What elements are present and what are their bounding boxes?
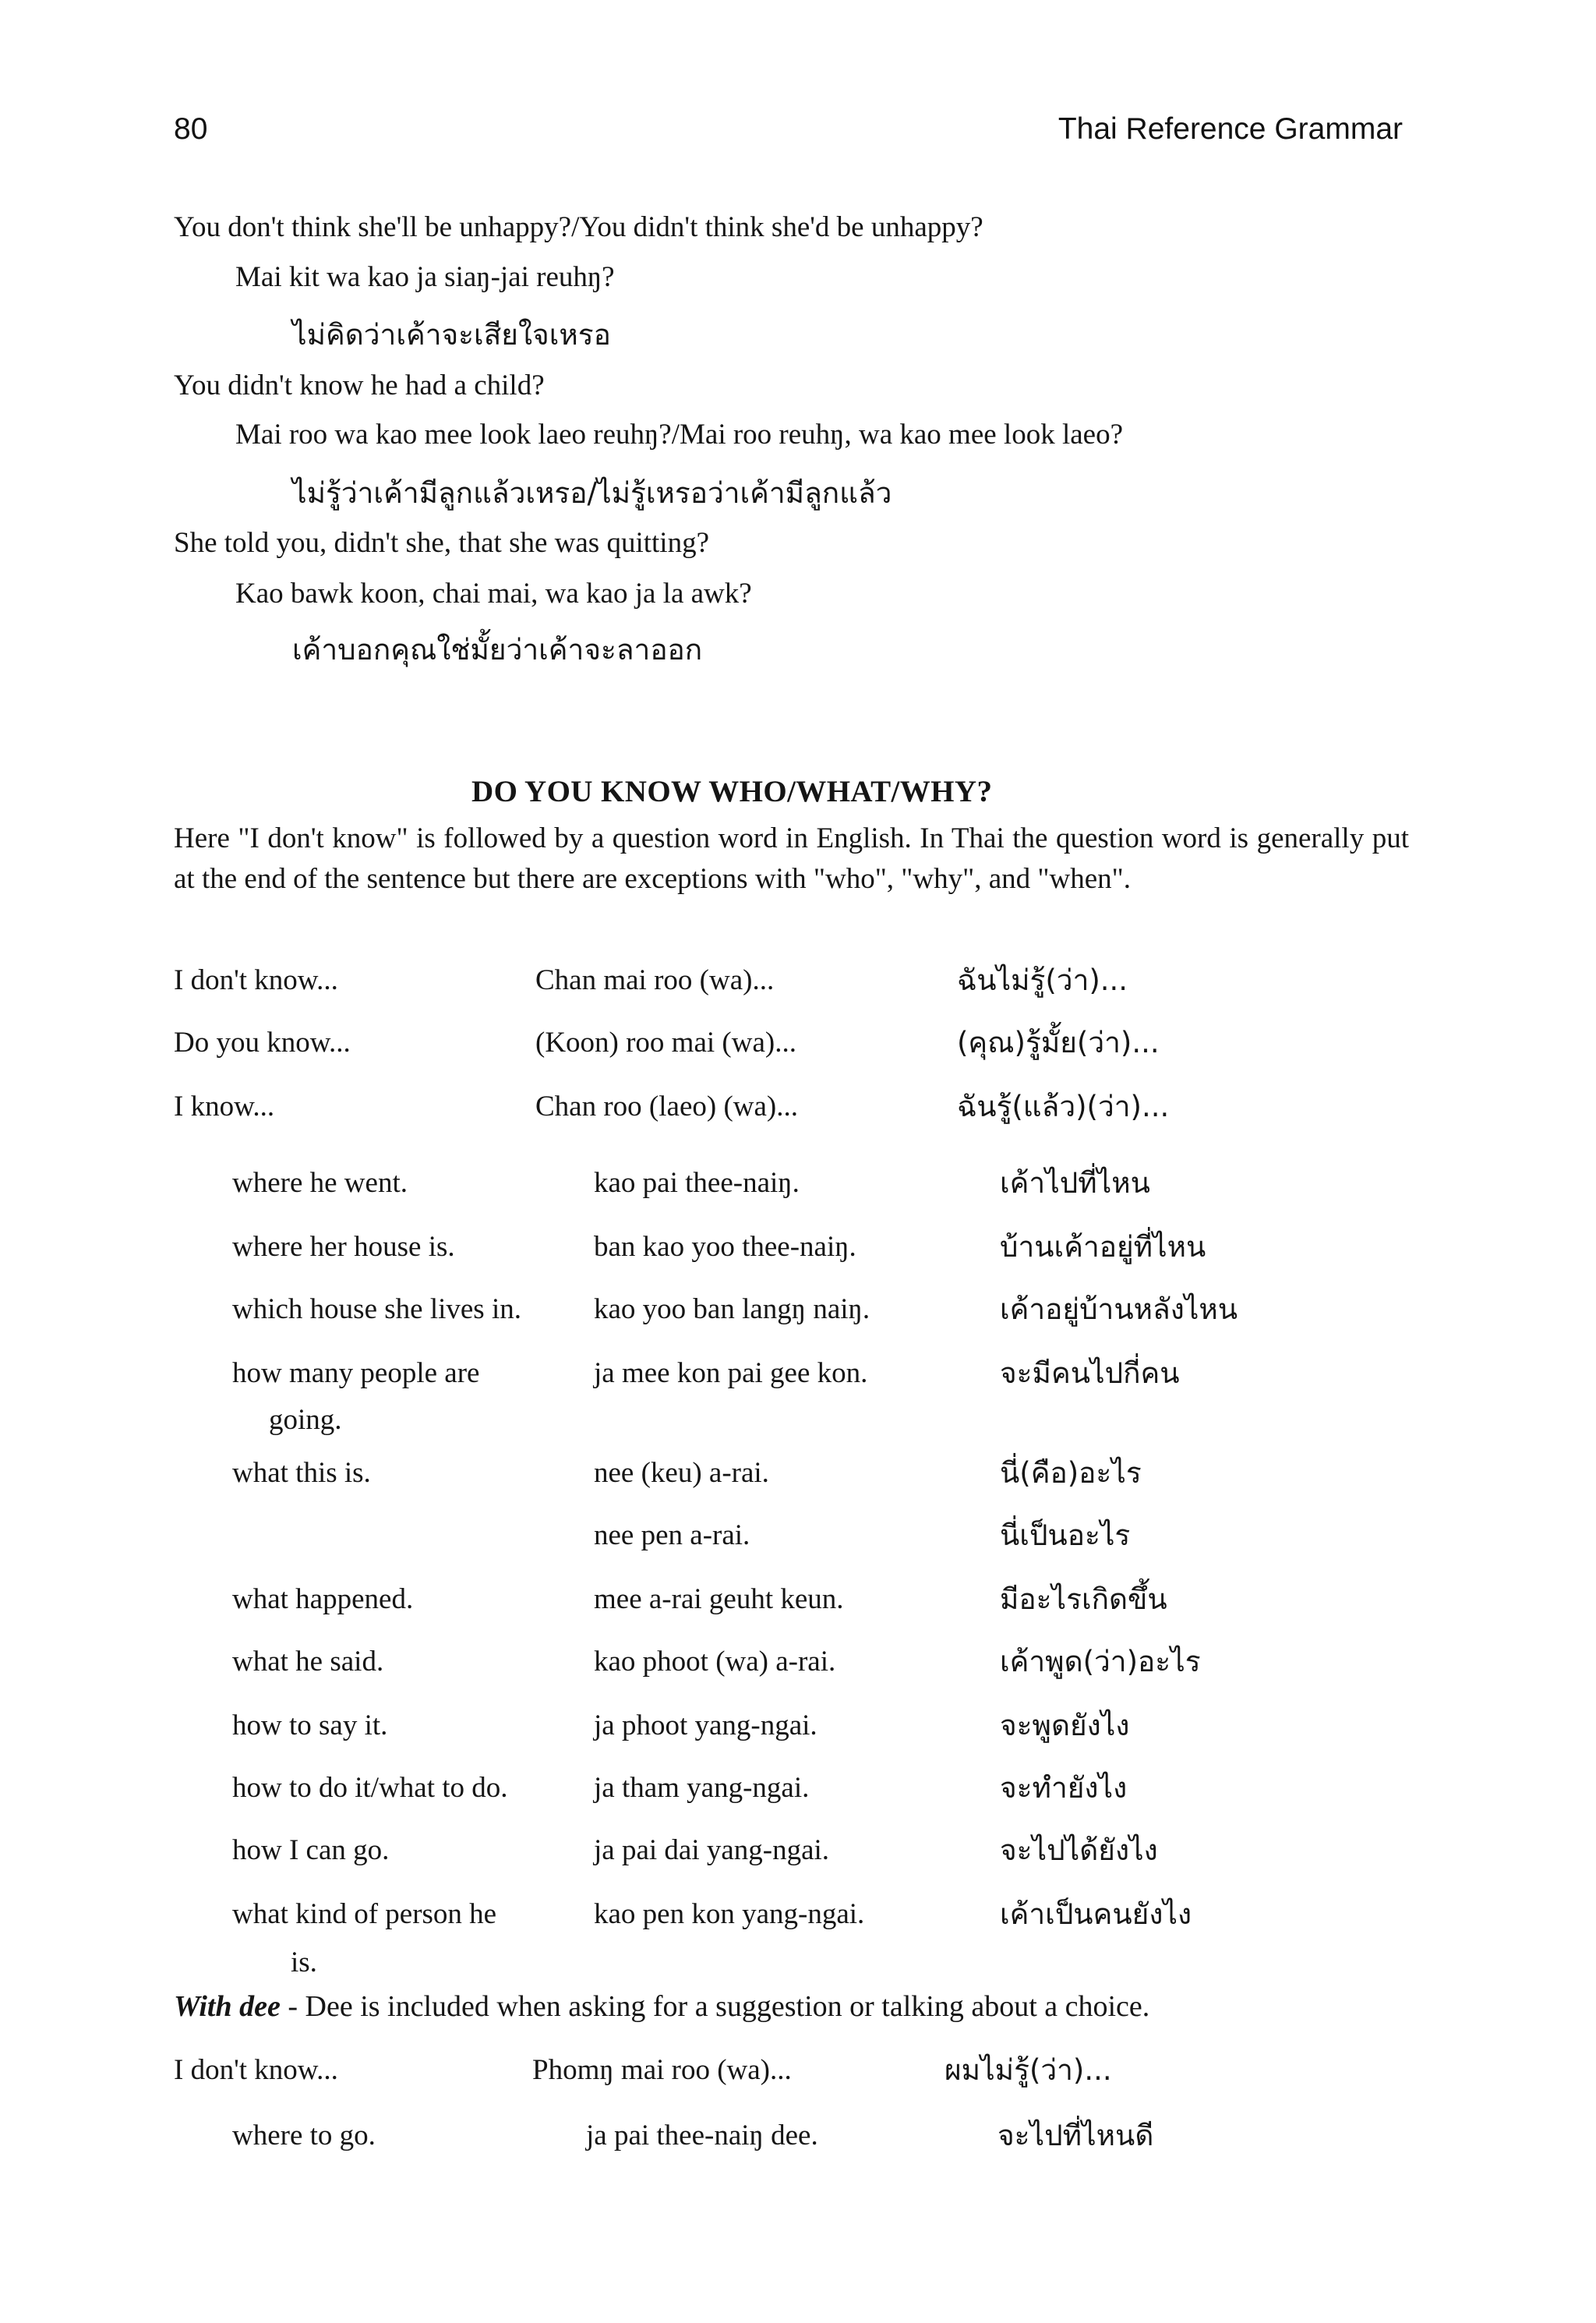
question-row xyxy=(0,1168,1596,1213)
question-romanized: kao phoot (wa) a-rai. xyxy=(594,1646,836,1678)
question-romanized: kao pai thee-naiŋ. xyxy=(594,1167,800,1199)
lead-phrase-english: Do you know... xyxy=(174,1027,351,1059)
question-english: how many people are xyxy=(232,1357,480,1389)
question-row xyxy=(0,1899,1596,1991)
question-english: what this is. xyxy=(232,1457,371,1489)
example-3-thai: เค้าบอกคุณใช่มั้ยว่าเค้าจะลาออก xyxy=(292,633,703,666)
question-romanized: kao yoo ban langŋ naiŋ. xyxy=(594,1293,870,1325)
question-romanized: ja phoot yang-ngai. xyxy=(594,1710,817,1741)
question-thai: จะทำยังไง xyxy=(1000,1771,1128,1805)
question-row xyxy=(0,1773,1596,1818)
with-dee-lead-english: I don't know... xyxy=(174,2054,338,2086)
question-thai: เค้าไปที่ไหน xyxy=(1000,1166,1150,1200)
section-paragraph: Here "I don't know" is followed by a question word in English. In Thai the question word is generally put at the end of the sentence but there are exceptions with "who", "why", and "when". xyxy=(174,822,1409,895)
lead-phrase-romanized: Chan roo (laeo) (wa)... xyxy=(535,1091,798,1123)
lead-phrase-row xyxy=(0,965,1596,1010)
lead-phrase-english: I know... xyxy=(174,1091,275,1123)
question-romanized: nee (keu) a-rai. xyxy=(594,1457,769,1489)
question-romanized: ja mee kon pai gee kon. xyxy=(594,1357,868,1389)
with-dee-lead-row xyxy=(0,2055,1596,2100)
question-english: what happened. xyxy=(232,1583,414,1615)
with-dee-example-romanized: ja pai thee-naiŋ dee. xyxy=(586,2120,818,2152)
question-thai: นี่(คือ)อะไร xyxy=(1000,1456,1142,1490)
with-dee-example-row xyxy=(0,2120,1596,2166)
question-romanized: ban kao yoo thee-naiŋ. xyxy=(594,1231,856,1263)
question-english: how I can go. xyxy=(232,1834,390,1866)
with-dee-note xyxy=(174,1989,1149,2024)
question-english: how to do it/what to do. xyxy=(232,1772,508,1804)
example-2-english: You didn't know he had a child? xyxy=(174,369,545,401)
lead-phrase-row xyxy=(0,1091,1596,1137)
lead-phrase-thai: ฉันรู้(แล้ว)(ว่า)... xyxy=(957,1090,1170,1123)
example-3-english: She told you, didn't she, that she was quitting? xyxy=(174,527,709,559)
question-thai: บ้านเค้าอยู่ที่ไหน xyxy=(1000,1230,1206,1264)
lead-phrase-romanized: Chan mai roo (wa)... xyxy=(535,964,775,996)
with-dee-lead-romanized: Phomŋ mai roo (wa)... xyxy=(532,2054,792,2086)
question-thai: นี่เป็นอะไร xyxy=(1000,1519,1131,1552)
question-english: what he said. xyxy=(232,1646,384,1678)
question-row xyxy=(0,1520,1596,1565)
question-romanized: ja tham yang-ngai. xyxy=(594,1772,810,1804)
question-english: how to say it. xyxy=(232,1710,388,1741)
lead-phrase-english: I don't know... xyxy=(174,964,338,996)
question-romanized: kao pen kon yang-ngai. xyxy=(594,1898,865,1930)
lead-phrase-romanized: (Koon) roo mai (wa)... xyxy=(535,1027,796,1059)
with-dee-example-english: where to go. xyxy=(232,2120,376,2152)
question-thai: เค้าพูด(ว่า)อะไร xyxy=(1000,1645,1201,1678)
example-1-english: You don't think she'll be unhappy?/You didn't think she'd be unhappy? xyxy=(174,211,983,243)
question-romanized: ja pai dai yang-ngai. xyxy=(594,1834,830,1866)
question-row xyxy=(0,1584,1596,1629)
question-row xyxy=(0,1458,1596,1503)
question-row xyxy=(0,1835,1596,1880)
question-row xyxy=(0,1294,1596,1339)
question-row xyxy=(0,1232,1596,1277)
question-row xyxy=(0,1710,1596,1756)
question-romanized: nee pen a-rai. xyxy=(594,1519,750,1551)
question-thai: เค้าเป็นคนยังไง xyxy=(1000,1897,1192,1931)
example-2-thai: ไม่รู้ว่าเค้ามีลูกแล้วเหรอ/ไม่รู้เหรอว่าเค้ามีลูกแล้ว xyxy=(292,476,892,510)
question-english: which house she lives in. xyxy=(232,1293,521,1325)
question-thai: จะพูดยังไง xyxy=(1000,1709,1130,1742)
with-dee-lead-thai: ผมไม่รู้(ว่า)... xyxy=(945,2053,1112,2087)
with-dee-example-thai: จะไปที่ไหนดี xyxy=(998,2119,1154,2152)
running-title: Thai Reference Grammar xyxy=(1058,112,1403,146)
question-thai: จะไปได้ยังไง xyxy=(1000,1833,1158,1867)
lead-phrase-thai: ฉันไม่รู้(ว่า)... xyxy=(957,963,1128,997)
with-dee-label: With dee xyxy=(174,1990,281,2023)
question-english: what kind of person he xyxy=(232,1898,497,1930)
page-number: 80 xyxy=(174,112,208,146)
example-1-thai: ไม่คิดว่าเค้าจะเสียใจเหรอ xyxy=(292,318,611,352)
question-thai: เค้าอยู่บ้านหลังไหน xyxy=(1000,1292,1238,1326)
with-dee-explanation: - Dee is included when asking for a suggestion or talking about a choice. xyxy=(288,1990,1150,2023)
question-english: where he went. xyxy=(232,1167,408,1199)
question-row xyxy=(0,1646,1596,1692)
question-english-continuation: is. xyxy=(291,1946,317,1978)
example-2-romanized: Mai roo wa kao mee look laeo reuhŋ?/Mai roo reuhŋ, wa kao mee look laeo? xyxy=(235,419,1123,451)
question-thai: จะมีคนไปกี่คน xyxy=(1000,1356,1180,1390)
question-row xyxy=(0,1358,1596,1450)
question-romanized: mee a-rai geuht keun. xyxy=(594,1583,844,1615)
lead-phrase-row xyxy=(0,1027,1596,1073)
section-heading: DO YOU KNOW WHO/WHAT/WHY? xyxy=(471,775,993,808)
lead-phrase-thai: (คุณ)รู้มั้ย(ว่า)... xyxy=(957,1026,1160,1059)
example-3-romanized: Kao bawk koon, chai mai, wa kao ja la awk? xyxy=(235,578,752,610)
question-thai: มีอะไรเกิดขึ้น xyxy=(1000,1582,1167,1616)
question-english-continuation: going. xyxy=(269,1404,342,1436)
example-1-romanized: Mai kit wa kao ja siaŋ-jai reuhŋ? xyxy=(235,261,615,293)
question-english: where her house is. xyxy=(232,1231,455,1263)
